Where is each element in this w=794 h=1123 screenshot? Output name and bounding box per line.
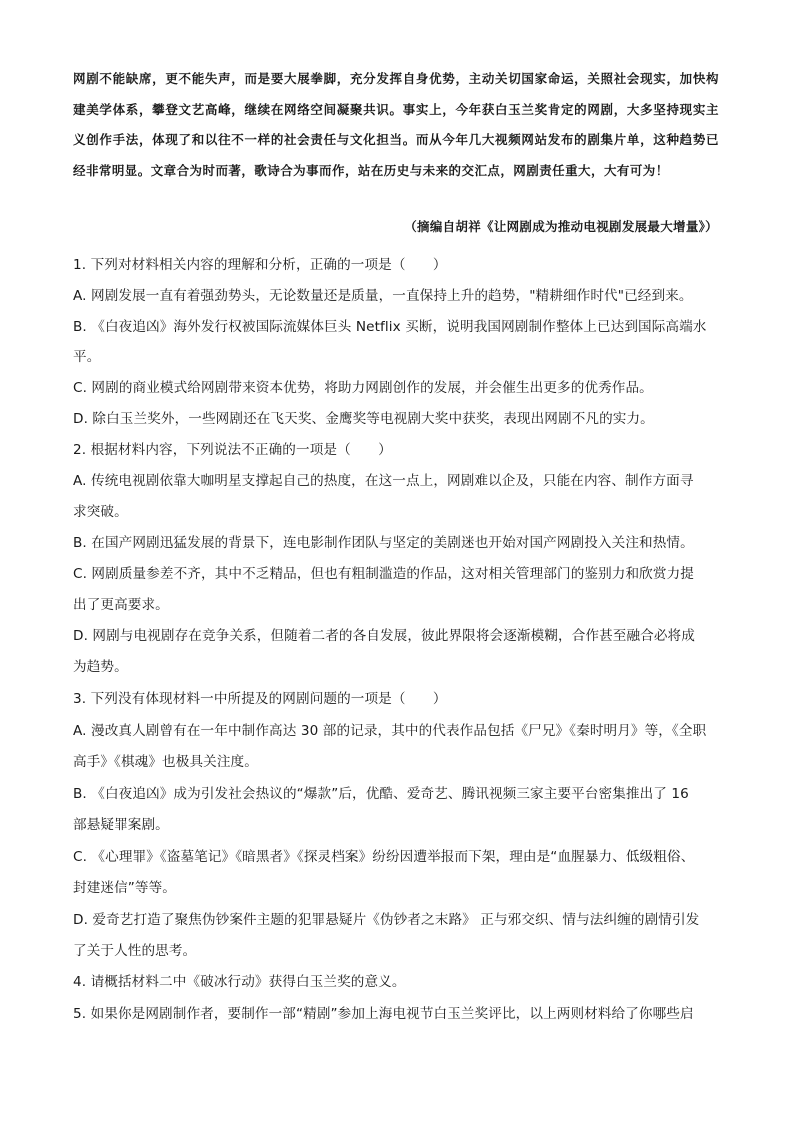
q1-option-a: A. 网剧发展一直有着强劲势头，无论数量还是质量，一直保持上升的趋势，"精耕细作时代"已经到来。 bbox=[73, 288, 693, 304]
source-citation: （摘编自胡祥《让网剧成为推动电视剧发展最大增量》） bbox=[404, 219, 718, 234]
q3-stem: 3. 下列没有体现材料一中所提及的网剧问题的一项是（ ） bbox=[73, 691, 447, 707]
q3-option-d-line1: D. 爱奇艺打造了聚焦伪钞案件主题的犯罪悬疑片《伪钞者之末路》 正与邪交织、情与法纠缠的剧情引发 bbox=[73, 912, 700, 928]
q2-option-d-line2: 为趋势。 bbox=[73, 659, 128, 675]
q3-option-c-line2: 封建迷信”等等。 bbox=[73, 880, 176, 896]
q1-option-c: C. 网剧的商业模式给网剧带来资本优势，将助力网剧创作的发展，并会催生出更多的优秀作品。 bbox=[73, 380, 653, 396]
passage-paragraph bbox=[73, 64, 719, 186]
passage-text: 网剧不能缺席，更不能失声，而是要大展拳脚，充分发挥自身优势，主动关切国家命运，关照社会现实，加快构建美学体系，攀登文艺高峰，继续在网络空间凝聚共识。事实上，今年获白玉兰奖肯定的网剧，大多坚持现实主义创作手法，体现了和以往不一样的社会责任与文化担当。而从今年几大视频网站发布的剧集片单，这种趋势已经非常明显。文章合为时而著，歌诗合为事而作，站在历史与未来的交汇点，网剧责任重大，大有可为！ bbox=[73, 71, 719, 178]
q2-option-c-line1: C. 网剧质量参差不齐，其中不乏精品，但也有粗制滥造的作品，这对相关管理部门的鉴别力和欣赏力提 bbox=[73, 566, 694, 582]
q4-stem: 4. 请概括材料二中《破冰行动》获得白玉兰奖的意义。 bbox=[73, 974, 406, 990]
q2-option-b: B. 在国产网剧迅猛发展的背景下，连电影制作团队与坚定的美剧迷也开始对国产网剧投入关注和热情。 bbox=[73, 535, 694, 551]
q1-option-d: D. 除白玉兰奖外，一些网剧还在飞天奖、金鹰奖等电视剧大奖中获奖，表现出网剧不凡的实力。 bbox=[73, 411, 654, 427]
q3-option-b-line2: 部悬疑罪案剧。 bbox=[73, 817, 169, 833]
q5-stem: 5. 如果你是网剧制作者，要制作一部“精剧”参加上海电视节白玉兰奖评比，以上两则材料给了你哪些启 bbox=[73, 1006, 694, 1022]
q2-stem: 2. 根据材料内容，下列说法不正确的一项是（ ） bbox=[73, 442, 392, 458]
q3-option-b-line1: B. 《白夜追凶》成为引发社会热议的“爆款”后，优酷、爱奇艺、腾讯视频三家主要平台密集推出了 16 bbox=[73, 786, 689, 802]
q3-option-a-line2: 高手》《棋魂》也极具关注度。 bbox=[73, 754, 258, 770]
q2-option-d-line1: D. 网剧与电视剧存在竞争关系，但随着二者的各自发展，彼此界限将会逐渐模糊，合作甚至融合必将成 bbox=[73, 628, 695, 644]
q3-option-a-line1: A. 漫改真人剧曾有在一年中制作高达 30 部的记录，其中的代表作品包括《尸兄》《秦时明月》等，《全职 bbox=[73, 723, 707, 739]
q3-option-d-line2: 了关于人性的思考。 bbox=[73, 943, 197, 959]
q2-option-c-line2: 出了更高要求。 bbox=[73, 597, 169, 613]
q1-stem: 1. 下列对材料相关内容的理解和分析，正确的一项是（ ） bbox=[73, 257, 447, 273]
q1-option-b-line2: 平。 bbox=[73, 349, 101, 365]
q2-option-a-line1: A. 传统电视剧依靠大咖明星支撑起自己的热度，在这一点上，网剧难以企及，只能在内容、制作方面寻 bbox=[73, 473, 694, 489]
q3-option-c-line1: C. 《心理罪》《盗墓笔记》《暗黑者》《探灵档案》纷纷因遭举报而下架，理由是“血腥暴力、低级粗俗、 bbox=[73, 849, 695, 865]
q2-option-a-line2: 求突破。 bbox=[73, 504, 128, 520]
q1-option-b-line1: B. 《白夜追凶》海外发行权被国际流媒体巨头 Netflix 买断，说明我国网剧制作整体上已达到国际高端水 bbox=[73, 319, 707, 335]
